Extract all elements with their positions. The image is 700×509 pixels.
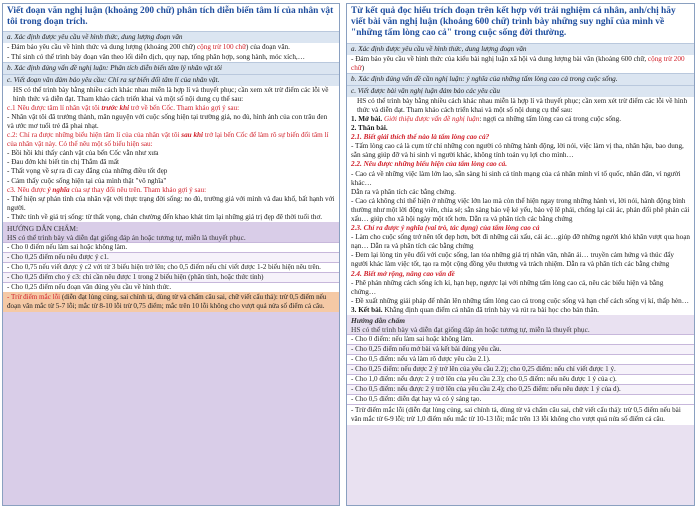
section-2-2-body: - Cao cả về những việc làm lớn lao, sẵn sàng hi sinh cả tính mạng của cá nhân mình vì tổ quốc, nhân dân, vì người khác… bbox=[351, 169, 681, 187]
criterion-c-intro: HS có thể trình bày bằng nhiều cách khác nhau miễn là hợp lí và thuyết phục; cần xem xét trừ điểm các lỗi về hình thức và diễn đạt. Tham khảo cách triển khai và một số nội dung cụ thể sau: bbox=[3, 86, 339, 104]
text: trở về bến Cốc. Tham khảo gợi ý sau: bbox=[129, 103, 240, 112]
c1-heading bbox=[3, 104, 339, 113]
grading-row: - Cho 0,25 điểm nếu nêu được ý c1. bbox=[3, 252, 339, 262]
grading-title: HƯỚNG DẪN CHẤM: bbox=[7, 224, 79, 233]
text: Khẳng định quan điểm cá nhân đã trình bày và rút ra bài học cho bản thân. bbox=[382, 305, 599, 314]
grading-guide bbox=[3, 222, 339, 505]
part-label: 1. Mở bài. bbox=[351, 114, 383, 123]
grading-row: - Cho 0,5 điểm: diễn đạt hay và có ý sáng tạo. bbox=[347, 394, 694, 404]
question-title: Viết đoạn văn nghị luận (khoảng 200 chữ) phân tích diễn biến tâm lí của nhân vật tôi trong đoạn trích. bbox=[3, 4, 339, 31]
criterion-b-header: b. Xác định đúng vấn đề nghị luận: Phân tích diễn biến tâm lý nhân vật tôi bbox=[3, 62, 339, 74]
text: c3. Nêu được bbox=[7, 185, 48, 194]
grading-row: - Cho 0,5 điểm: nếu và làm rõ được yêu cầu 2.1). bbox=[347, 354, 694, 364]
grading-row: - Cho 0,25 điểm cho ý c3: chỉ cần nêu được 1 trong 2 biểu hiện (phân tính, hoặc thức tỉnh) bbox=[3, 272, 339, 282]
body-part-label: 2. Thân bài. bbox=[351, 124, 388, 133]
paragraph-question-panel bbox=[2, 3, 340, 506]
grading-title: Hướng dẫn chấm bbox=[351, 316, 405, 326]
grading-row: - Cho 0,25 điểm nếu đoạn văn đúng yêu cầu về hình thức. bbox=[3, 282, 339, 292]
c3-body: - Thức tỉnh về giá trị sống: từ thất vọng, chán chường đến khao khát tìm lại những giá trị đẹp đẽ thời tuổi thơ. bbox=[7, 212, 323, 221]
section-2-4-body: - Phê phán những cách sống ích kỉ, hạn hẹp, ngược lại với những tấm lòng cao cả, nêu các biểu hiện và bằng chứng… bbox=[351, 278, 664, 296]
deduction-rule bbox=[3, 292, 339, 312]
criterion-a-header: a. Xác định được yêu cầu về hình thức, dung lượng đoạn văn bbox=[3, 31, 339, 43]
section-2-3-body: - Làm cho cuộc sống trở nên tốt đẹp hơn, bớt đi những cái xấu, cái ác…giúp đỡ những người khó khăn vượt qua hoạn nạn… Dẫn ra và phân tích các bằng chứng bbox=[351, 233, 690, 251]
word-range-highlight: cộng trừ 200 chữ bbox=[351, 54, 685, 72]
deduction-label: - Trừ điểm mắc lỗi bbox=[7, 293, 61, 302]
c1-body: - Nhân vật tôi đã trưởng thành, mãn nguyện với cuộc sống hiện tại trường giả, no đủ, hình ảnh của con trâu đen và ước mơ tuổi trẻ đã phai nhạt. bbox=[7, 112, 328, 130]
text: : ngợi ca những tấm lòng cao cả trong cuộc sống. bbox=[479, 114, 622, 123]
grading-row: - Cho 0,75 nếu viết được ý c2 với từ 3 biểu hiện trở lên; cho 0,5 điểm nếu chỉ viết được 1-2 biểu hiện nêu trên. bbox=[3, 262, 339, 272]
text: - Đảm bảo yêu cầu về hình thức của kiểu bài nghị luận xã hội và dung lượng bài văn (khoảng 600 chữ, bbox=[351, 54, 648, 63]
intro-part bbox=[347, 115, 694, 124]
section-2-3-body: - Đem lại lòng tin yêu đối với cuộc sống, lan tỏa những giá trị nhân văn, nhân ái… truyền cảm hứng và thúc đẩy người khác làm việc tốt, tạo ra một cộng đồng yêu thương và trách nhiệm. Dẫn ra và phân tích các bằng chứng bbox=[351, 251, 674, 269]
section-2-4-heading: 2.4. Biết mở rộng, nâng cao vấn đề bbox=[351, 269, 455, 278]
text: - Đảm bảo yêu cầu về hình thức và dung lượng (khoảng 200 chữ) bbox=[7, 43, 197, 52]
emphasis: ý nghĩa bbox=[47, 185, 70, 194]
grading-row: - Cho 1,0 điểm: nếu được 2 ý trở lên của yêu cầu 2.3); cho 0,5 điểm: nếu nêu được 1 ý của c). bbox=[347, 374, 694, 384]
part-label: 3. Kết bài. bbox=[351, 305, 383, 314]
criterion-a-line bbox=[347, 55, 694, 73]
c2-item: - Thất vọng về sự ra đi cay đắng của những điều tốt đẹp bbox=[7, 167, 168, 176]
emphasis: sau khi bbox=[181, 131, 204, 140]
section-2-2-heading: 2.2. Nêu được những biểu hiện của tấm lòng cao cả. bbox=[351, 160, 508, 169]
criterion-b-header: b. Xác định đúng vấn đề cần nghị luận: ý nghĩa của những tấm lòng cao cả trong cuộc sống. bbox=[347, 73, 694, 85]
deduction-rule: - Trừ điểm mắc lỗi (diễn đạt lủng củng, sai chính tả, dùng từ và chấm câu sai, chữ viết cẩu thả): trừ 0,5 điểm nếu bài văn mắc từ 6-9 lỗi; trừ 1,0 điểm nếu mắc từ 10-13 lỗi; mắc trên 13 lỗi không cho vượt quá nửa số điểm cả câu. bbox=[347, 404, 694, 425]
section-2-1-body: - Tấm lòng cao cả là cụm từ chỉ những con người có những hành động, lời nói, việc làm vị tha, nhân hậu, bao dung, sẵn sàng giúp đỡ và hi sinh vì người khác, không tính toán vụ lợi cho mình… bbox=[351, 142, 684, 160]
c3-heading bbox=[3, 186, 339, 195]
criterion-c-header: c. Viết đoạn văn đảm bảo yêu cầu: Chỉ ra sự biến đổi tâm lí của nhân vật. bbox=[3, 74, 339, 86]
section-2-4-body: - Đề xuất những giải pháp để nhân lên những tấm lòng cao cả trong cuộc sống và hạn chế cách sống vị kỉ, thấp hèn… bbox=[351, 296, 689, 305]
section-2-2-body: - Cao cả không chỉ thể hiện ở những việc lớn lao mà còn thể hiện ngay trong những hành vi, lời nói, hành động bình thường như một lời động viên, chia sẻ; sẵn sàng bảo vệ kẻ yếu, bảo vệ lẽ phải, chống lại cái ác, phản đối phê phán cái xấu… giúp cho xã hội ngày một tốt hơn. Dẫn ra và phân tích các bằng chứng bbox=[351, 196, 690, 224]
text: (diễn đạt lủng củng, sai chính tả, dùng từ và chấm câu sai, chữ viết cẩu thả): trừ 0,5 điểm nếu đoạn văn mắc từ 5-7 lỗi; mắc từ 8-10 lỗi trừ 0,75 điểm; mắc trên 10 lỗi không cho vượt quá nửa số điểm cả câu. bbox=[7, 293, 327, 311]
grading-row: - Cho 0,25 điểm nếu mở bài và kết bài đúng yêu cầu. bbox=[347, 344, 694, 354]
text: của sự thay đổi nêu trên. Tham khảo gợi ý sau: bbox=[69, 185, 207, 194]
grading-row: - Cho 0 điểm: nếu làm sai hoặc không làm. bbox=[347, 334, 694, 344]
emphasis: trước khi bbox=[101, 103, 130, 112]
grading-note: HS có thể trình bày và diễn đạt giống đáp án hoặc tương tự, miễn là thuyết phục. bbox=[351, 325, 590, 335]
text: c.1 Nêu được tâm lí nhân vật tôi bbox=[7, 103, 102, 112]
c2-heading bbox=[3, 131, 339, 149]
grading-row: - Cho 0,5 điểm: nếu được 2 ý trở lên của yêu cầu 2.4); cho 0,25 điểm: nếu nêu được 1 ý của d). bbox=[347, 384, 694, 394]
grading-guide bbox=[347, 315, 694, 505]
criterion-c-intro: HS có thể trình bày bằng nhiều cách khác nhau miễn là hợp lí và thuyết phục; cần xem xét trừ điểm các lỗi về hình thức và diễn đạt. Tham khảo cách triển khai và một số nội dung cụ thể sau: bbox=[357, 96, 688, 114]
criterion-a-line bbox=[3, 43, 339, 52]
word-range-highlight: cộng trừ 100 chữ bbox=[196, 43, 247, 52]
grading-row: - Cho 0,25 điểm: nếu được 2 ý trở lên của yêu cầu 2.2); cho 0,25 điểm: nếu chỉ viết được 1 ý. bbox=[347, 364, 694, 374]
text: trở lại bến Cốc để làm rõ sự biến đổi tâm lí của nhân vật này. Có thể nêu một số biểu hiện sau: bbox=[7, 131, 329, 149]
text: c.2: Chỉ ra được những biểu hiện tâm lí của của nhân vật tôi bbox=[7, 131, 182, 140]
c2-item: - Đau đớn khi biết tin chị Thắm đã mất bbox=[7, 158, 120, 167]
grading-row: - Cho 0 điểm nếu làm sai hoặc không làm. bbox=[3, 242, 339, 252]
section-2-2-body: Dẫn ra và phân tích các bằng chứng. bbox=[351, 187, 456, 196]
c2-item: - Bồi hồi khi thấy cảnh vật của bến Cốc vẫn như xưa bbox=[7, 149, 159, 158]
essay-question-panel bbox=[346, 3, 695, 506]
text: ) của đoạn văn. bbox=[246, 43, 290, 52]
text: ) bbox=[361, 63, 365, 72]
grading-note: HS có thể trình bày và diễn đạt giống đáp án hoặc tương tự, miễn là thuyết phục. bbox=[7, 233, 246, 243]
section-2-1-heading: 2.1. Biết giải thích thế nào là tấm lòng cao cả? bbox=[351, 133, 490, 142]
conclusion-part bbox=[347, 306, 694, 315]
criterion-a-line-2: - Thí sinh có thể trình bày đoạn văn theo lối diễn dịch, quy nạp, tổng phân hợp, song hành, móc xích,… bbox=[3, 53, 339, 62]
section-2-3-heading: 2.3. Chỉ ra được ý nghĩa (vai trò, tác dụng) của tấm lòng cao cả bbox=[351, 224, 540, 233]
criterion-c-header: c. Viết được bài văn nghị luận đảm bảo các yêu cầu bbox=[347, 85, 694, 97]
criterion-a-header: a. Xác định được yêu cầu về hình thức, dung lượng đoạn văn bbox=[347, 43, 694, 55]
c2-item: - Cảm thấy cuộc sống hiện tại của mình thật "vô nghĩa" bbox=[7, 176, 167, 185]
c3-body: - Thể hiện sự phản tỉnh của nhân vật với thực trạng đời sống: no đủ, trường giả với mình và đau khổ, bất hạnh với người. bbox=[7, 194, 335, 212]
emphasis: Giới thiệu được vấn đề nghị luận bbox=[382, 114, 480, 123]
question-title: Từ kết quả đọc hiểu trích đoạn trên kết hợp với trải nghiệm cá nhân, anh/chị hãy viết bài văn nghị luận (khoảng 600 chữ) trình bày những suy nghĩ của mình về "những tấm lòng cao cả" trong cuộc sống đời thường. bbox=[347, 4, 694, 43]
